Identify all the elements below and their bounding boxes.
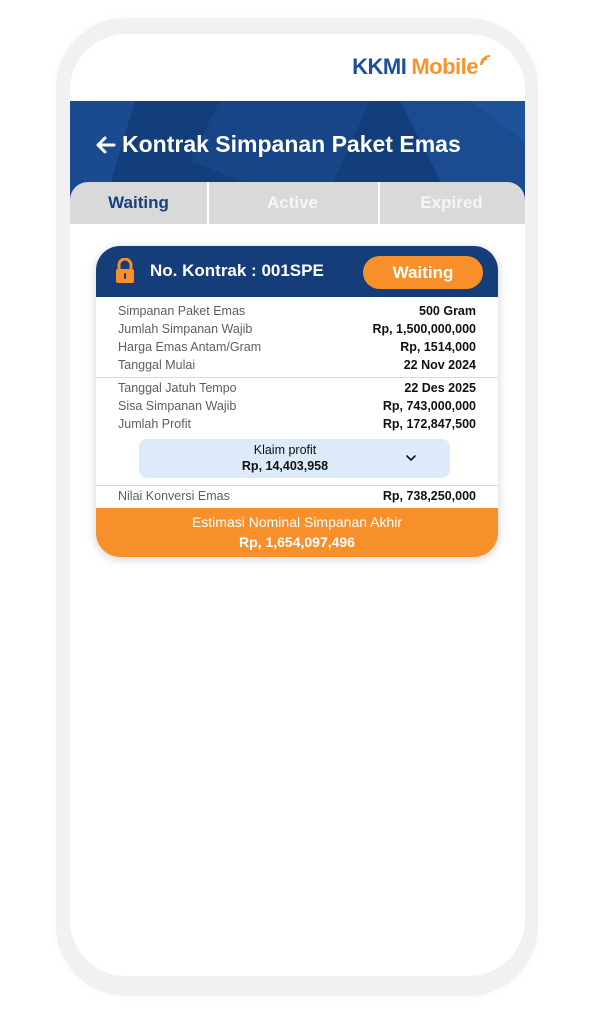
tab-waiting[interactable]: Waiting (108, 193, 169, 212)
estimate-value: Rp, 1,654,097,496 (239, 534, 355, 550)
detail-label: Sisa Simpanan Wajib (118, 399, 237, 413)
claim-profit-value: Rp, 14,403,958 (241, 459, 329, 473)
detail-value: 500 Gram (419, 304, 476, 318)
claim-profit-dropdown[interactable] (139, 439, 450, 478)
kkmi-mobile-logo (352, 54, 493, 80)
detail-row (118, 302, 476, 320)
section-divider (96, 485, 498, 486)
conversion-label: Nilai Konversi Emas (118, 489, 230, 503)
page-title: Kontrak Simpanan Paket Emas (122, 131, 461, 157)
detail-row (118, 338, 476, 356)
conversion-row-wrap (118, 487, 476, 505)
detail-value: Rp, 743,000,000 (382, 399, 476, 413)
tab-active[interactable]: Active (207, 182, 378, 224)
conversion-row (118, 487, 476, 505)
contract-card[interactable] (96, 246, 498, 557)
claim-profit-label: Klaim profit (253, 443, 317, 457)
logo-primary-text: KKMI (352, 54, 407, 79)
conversion-value: Rp, 738,250,000 (382, 489, 476, 503)
contract-details-top (118, 302, 476, 374)
detail-label: Simpanan Paket Emas (118, 304, 246, 318)
detail-row (118, 320, 476, 338)
estimate-bar (96, 508, 498, 557)
detail-label: Harga Emas Antam/Gram (118, 340, 262, 354)
signal-icon (479, 53, 493, 67)
detail-label: Tanggal Mulai (118, 358, 196, 372)
detail-row (118, 356, 476, 374)
app-screen (70, 34, 525, 976)
detail-label: Jumlah Profit (118, 417, 191, 431)
contract-card-header (96, 246, 498, 297)
detail-value: Rp, 1,500,000,000 (372, 322, 476, 336)
detail-value: Rp, 172,847,500 (382, 417, 476, 431)
detail-label: Tanggal Jatuh Tempo (118, 381, 237, 395)
section-divider (96, 377, 498, 378)
tab-expired[interactable]: Expired (378, 182, 525, 224)
detail-row (118, 379, 476, 397)
status-badge: Waiting (363, 256, 483, 289)
detail-value: 22 Nov 2024 (403, 358, 476, 372)
contract-number: No. Kontrak : 001SPE (150, 261, 324, 280)
estimate-label: Estimasi Nominal Simpanan Akhir (191, 514, 403, 530)
detail-label: Jumlah Simpanan Wajib (118, 322, 253, 336)
contract-status-tabs (70, 182, 525, 224)
chevron-down-icon[interactable] (405, 453, 417, 463)
contract-details-middle (118, 379, 476, 433)
detail-row (118, 397, 476, 415)
header-row (94, 131, 461, 158)
detail-row (118, 415, 476, 433)
detail-value: 22 Des 2025 (404, 381, 476, 395)
padlock-icon (115, 258, 135, 284)
arrow-left-icon[interactable] (94, 133, 118, 157)
logo-secondary-text: Mobile (411, 54, 478, 79)
detail-value: Rp, 1514,000 (400, 340, 476, 354)
